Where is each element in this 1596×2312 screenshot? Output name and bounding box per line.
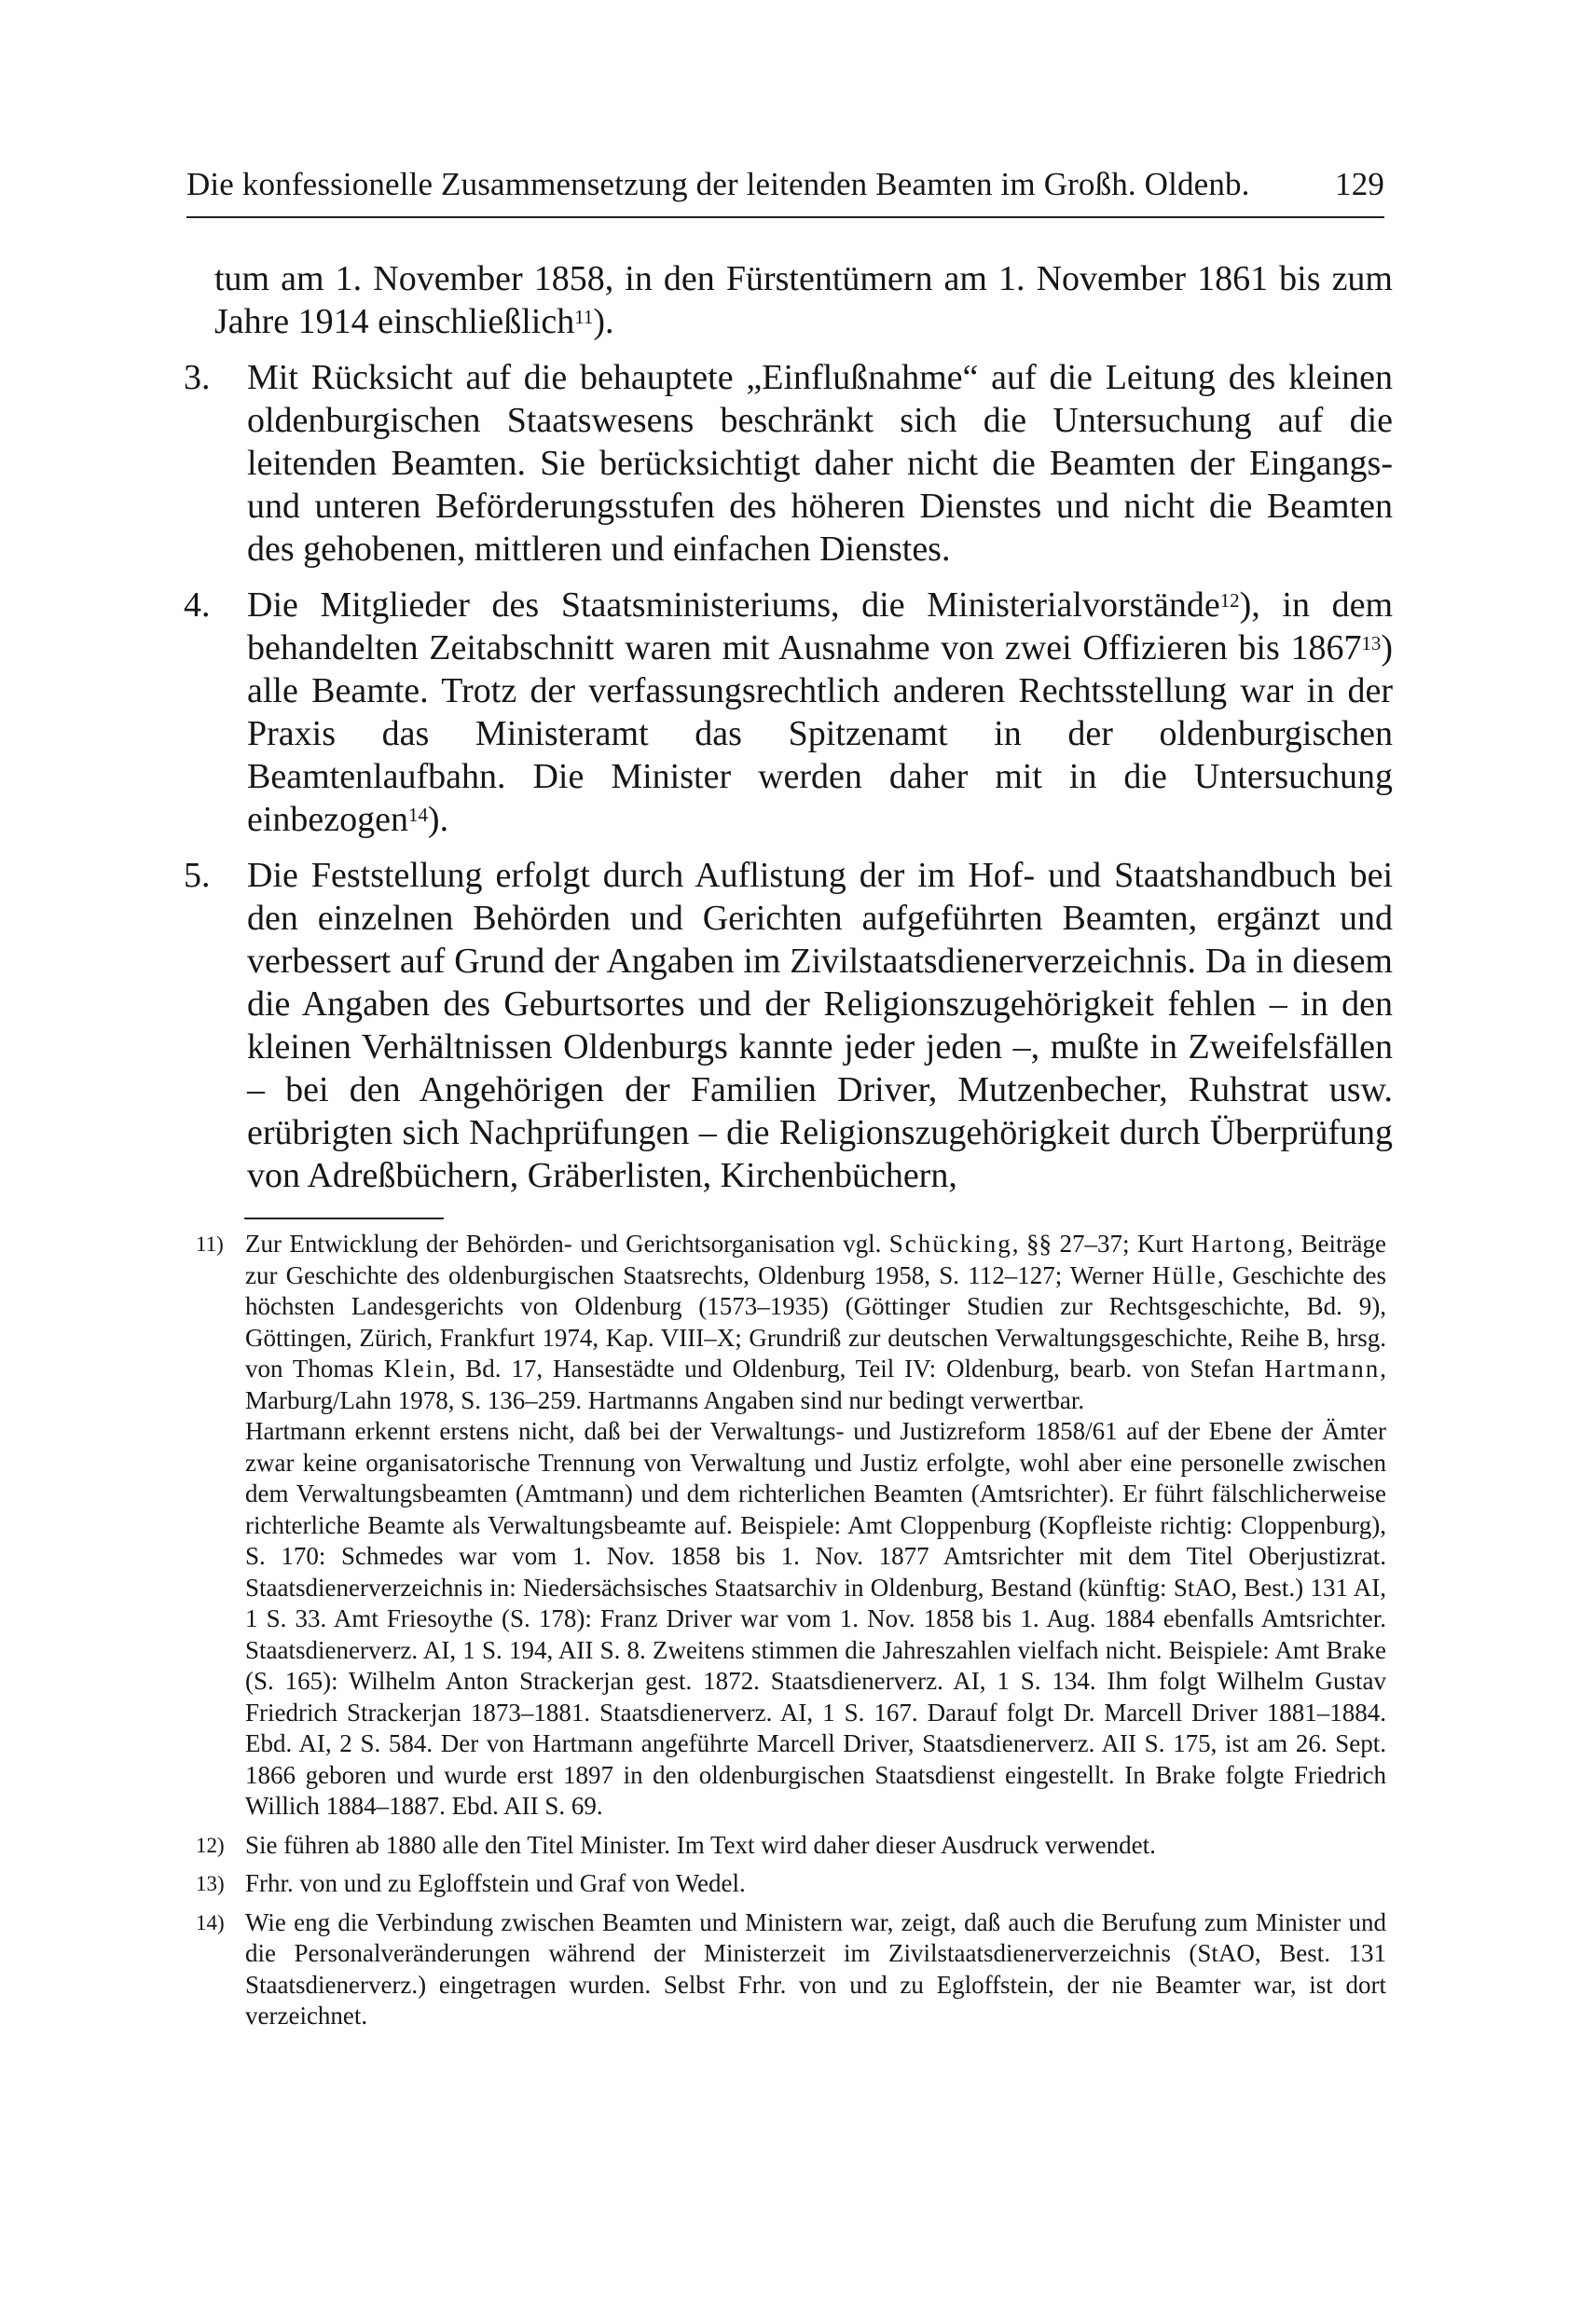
footnote-ref-12: 12: [1219, 588, 1240, 612]
item-text: Die Feststellung erfolgt durch Auflistung der im Hof- und Staatshandbuch bei den einzelnen Behörden und Gerichten aufgeführten Beamten, ergänzt und verbessert auf Grund der Angaben im Zivilstaatsdienerverzeichnis. Da in diesem die Angaben des Geburtsortes und der Religionszugehörigkeit fehlen – in den kleinen Verhältnissen Oldenburgs kannte jeder jeden –, mußte in Zweifelsfällen – bei den Angehörigen der Familien Driver, Mutzenbecher, Ruhstrat usw. erübrigten sich Nachprüfungen – die Religionszugehörigkeit durch Überprüfung von Adreßbüchern, Gräberlisten, Kirchenbüchern,: [247, 856, 1393, 1195]
footnote-14: [196, 1907, 1386, 2032]
numbered-item-3: [184, 356, 1393, 571]
footnote-marker: 14): [196, 1910, 225, 1934]
author-name: Hartmann: [1264, 1355, 1381, 1383]
footnote-11: [196, 1229, 1386, 1416]
footnote-text: Sie führen ab 1880 alle den Titel Minister. Im Text wird daher dieser Ausdruck verwendet.: [245, 1830, 1156, 1859]
footnote-text: Zur Entwicklung der Behörden- und Gerichtsorganisation vgl.: [245, 1230, 882, 1258]
item-text-part: ), in dem behandelten Zeitabschnitt waren mit Ausnahme von zwei Offizieren bis 1867: [247, 585, 1394, 667]
footnote-ref-13: 13: [1361, 631, 1382, 654]
footnote-text: Wie eng die Verbindung zwischen Beamten und Ministern war, zeigt, daß auch die Berufung zum Minister und die Personalveränderungen während der Ministerzeit im Zivilstaatsdienerverzeichnis (StAO, Best. 131 Staatsdienerverz.) eingetragen wurden. Selbst Frhr. von und zu Egloffstein, der nie Beamter war, ist dort verzeichnet.: [245, 1907, 1386, 2030]
footnote-11-continuation: Hartmann erkennt erstens nicht, daß bei der Verwaltungs- und Justizreform 1858/61 auf der Ebene der Ämter zwar keine organisatorische Trennung von Verwaltung und Justiz erfolgte, wohl aber eine personelle zwischen dem Verwaltungsbeamten (Amtmann) und dem richterlichen Beamten (Amtsrichter). Er führt fälschlicherweise richterliche Beamte als Verwaltungsbeamte auf. Beispiele: Amt Cloppenburg (Kopfleiste richtig: Cloppenburg), S. 170: Schmedes war vom 1. Nov. 1858 bis 1. Nov. 1877 Amtsrichter mit dem Titel Oberjustizrat. Staatsdienerverzeichnis in: Niedersächsisches Staatsarchiv in Oldenburg, Bestand (künftig: StAO, Best.) 131 AI, 1 S. 33. Amt Friesoythe (S. 178): Franz Driver war vom 1. Nov. 1858 bis 1. Aug. 1884 ebenfalls Amtsrichter. Staatsdienerverz. AI, 1 S. 194, AII S. 8. Zweitens stimmen die Jahreszahlen vielfach nicht. Beispiele: Amt Brake (S. 165): Wilhelm Anton Strackerjan gest. 1872. Staatsdienerverz. AI, 1 S. 134. Ihm folgt Wilhelm Gustav Friedrich Strackerjan 1873–1881. Staatsdienerverz. AI, 1 S. 167. Darauf folgt Dr. Marcell Driver 1881–1884. Ebd. AI, 2 S. 584. Der von Hartmann angeführte Marcell Driver, Staatsdienerverz. AII S. 175, ist am 26. Sept. 1866 geboren und wurde erst 1897 in den oldenburgischen Staatsdienst eingestellt. In Brake folgte Friedrich Willich 1884–1887. Ebd. AII S. 69.: [245, 1417, 1386, 1820]
author-name: Schücking: [888, 1230, 1012, 1258]
header-divider: [186, 216, 1384, 218]
footnote-text: , Bd. 17, Hansestädte und Oldenburg, Teil IV: Oldenburg, bearb. von Stefan: [448, 1355, 1255, 1383]
item-text-part: ) alle Beamte. Trotz der verfassungsrechtlich anderen Rechtsstellung war in der Praxis das Ministeramt das Spitzenamt in der oldenburgischen Beamtenlaufbahn. Die Minister werden daher mit in die Untersuchung einbezogen: [247, 628, 1393, 839]
author-name: Hartong: [1190, 1230, 1287, 1258]
footnote-text: , Beiträge zur Geschichte des oldenburgischen Staatsrechts, Oldenburg 1958, S. 112–127; Werner: [245, 1230, 1386, 1289]
footnote-ref-11: 11: [574, 305, 594, 328]
lead-paragraph: [214, 257, 1393, 343]
footnote-text: Frhr. von und zu Egloffstein und Graf von Wedel.: [245, 1869, 746, 1897]
footnotes: [196, 1229, 1386, 2032]
running-head: [186, 164, 1384, 205]
footnote-marker: 12): [196, 1833, 225, 1857]
lead-text: tum am 1. November 1858, in den Fürstentümern am 1. November 1861 bis zum Jahre 1914 einschließlich: [214, 259, 1393, 341]
item-number: 3.: [184, 358, 211, 397]
item-text: Mit Rücksicht auf die behauptete „Einflußnahme“ auf die Leitung des kleinen oldenburgischen Staatswesens beschränkt sich die Untersuchung auf die leitenden Beamten. Sie berücksichtigt daher nicht die Beamten der Eingangs- und unteren Beförderungsstufen des höheren Dienstes und nicht die Beamten des gehobenen, mittleren und einfachen Dienstes.: [247, 358, 1393, 569]
footnote-12: [196, 1830, 1386, 1862]
author-name: Klein: [383, 1355, 449, 1383]
footnote-text: , Geschichte des höchsten Landesgerichts von Oldenburg (1573–1935) (Göttinger Studien zur Rechtsgeschichte, Bd. 9), Göttingen, Zürich, Frankfurt 1974, Kap. VIII–X; Grundriß zur deutschen Verwaltungsgeschichte, Reihe B, hrsg. von Thomas: [245, 1260, 1386, 1383]
body-text: [184, 257, 1394, 1197]
item-text-part: ).: [427, 800, 449, 839]
footnote-ref-14: 14: [408, 803, 428, 826]
author-name: Hülle: [1151, 1260, 1218, 1289]
footnote-text: , §§ 27–37; Kurt: [1011, 1230, 1184, 1258]
footnote-marker: 11): [196, 1232, 224, 1256]
running-head-title: Die konfessionelle Zusammensetzung der leitenden Beamten im Großh. Oldenb.: [186, 166, 1250, 202]
item-number: 4.: [184, 585, 211, 625]
numbered-item-4: [184, 584, 1394, 841]
lead-tail: ).: [593, 302, 614, 341]
footnote-marker: 13): [196, 1872, 225, 1895]
footnote-text: , Marburg/Lahn 1978, S. 136–259. Hartmanns Angaben sind nur bedingt verwertbar.: [245, 1355, 1386, 1414]
footnote-13: [196, 1868, 1386, 1900]
numbered-item-5: [184, 854, 1393, 1197]
item-number: 5.: [184, 856, 211, 895]
page-number: 129: [1335, 166, 1384, 202]
footnote-divider: [244, 1218, 444, 1219]
item-text-part: Die Mitglieder des Staatsministeriums, die Ministerialvorstände: [247, 585, 1220, 625]
